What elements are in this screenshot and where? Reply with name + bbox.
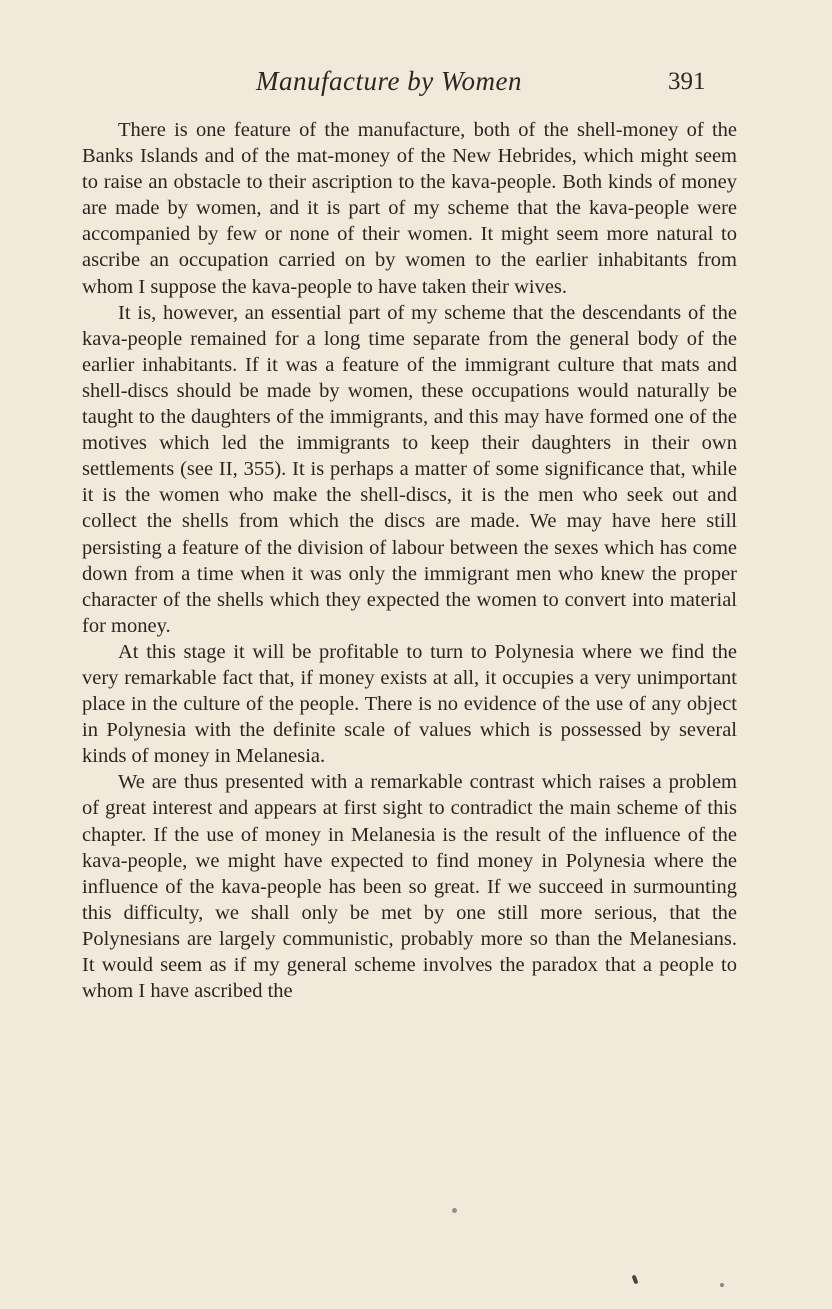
paragraph-4: We are thus presented with a remarkable contrast which raises a problem of great interest and appears at first sight to contradict the main scheme of this chapter. If the use of money in Melanesia is the result of the influence of the kava-people, we might have expected to find money in Polynesia where the influence of the kava-people has been so great. If we succeed in surmounting this difficulty, we shall only be met by one still more serious, that the Polynesians are largely communistic, probably more so than the Melanesians. It would seem as if my general scheme involves the paradox that a people to whom I have ascribed the: [82, 771, 737, 1003]
paragraph-1: There is one feature of the manufacture, both of the shell-money of the Banks Islands and of the mat-money of the New Hebrides, which might seem to raise an obstacle to their ascription to the kava-people. Both kinds of money are made by women, and it is part of my scheme that the kava-people were accompanied by few or none of their women. It might seem more natural to ascribe an occupation carried on by women to the earlier inhabitants from whom I suppose the kava-people to have taken their wives.: [82, 119, 737, 298]
ink-speck: [632, 1275, 639, 1285]
body-text: [82, 117, 737, 1004]
page-number: 391: [668, 68, 706, 95]
ink-speck: [452, 1208, 457, 1213]
running-head: [0, 66, 832, 106]
running-title: Manufacture by Women: [256, 66, 522, 96]
paragraph-2: It is, however, an essential part of my scheme that the descendants of the kava-people remained for a long time separate from the general body of the earlier inhabitants. If it was a feature of the immigrant culture that mats and shell-discs should be made by women, these occupations would naturally be taught to the daughters of the immigrants, and this may have formed one of the motives which led the immigrants to keep their daughters in their own settlements (see II, 355). It is perhaps a matter of some significance that, while it is the women who make the shell-discs, it is the men who seek out and collect the shells from which the discs are made. We may have here still persisting a feature of the division of labour between the sexes which has come down from a time when it was only the immigrant men who knew the proper character of the shells which they expected the women to convert into material for money.: [82, 301, 737, 637]
paragraph-3: At this stage it will be profitable to turn to Polynesia where we find the very remarkable fact that, if money exists at all, it occupies a very unimportant place in the culture of the people. There is no evidence of the use of any object in Polynesia with the definite scale of values which is possessed by several kinds of money in Melanesia.: [82, 640, 737, 768]
ink-speck: [720, 1283, 724, 1287]
